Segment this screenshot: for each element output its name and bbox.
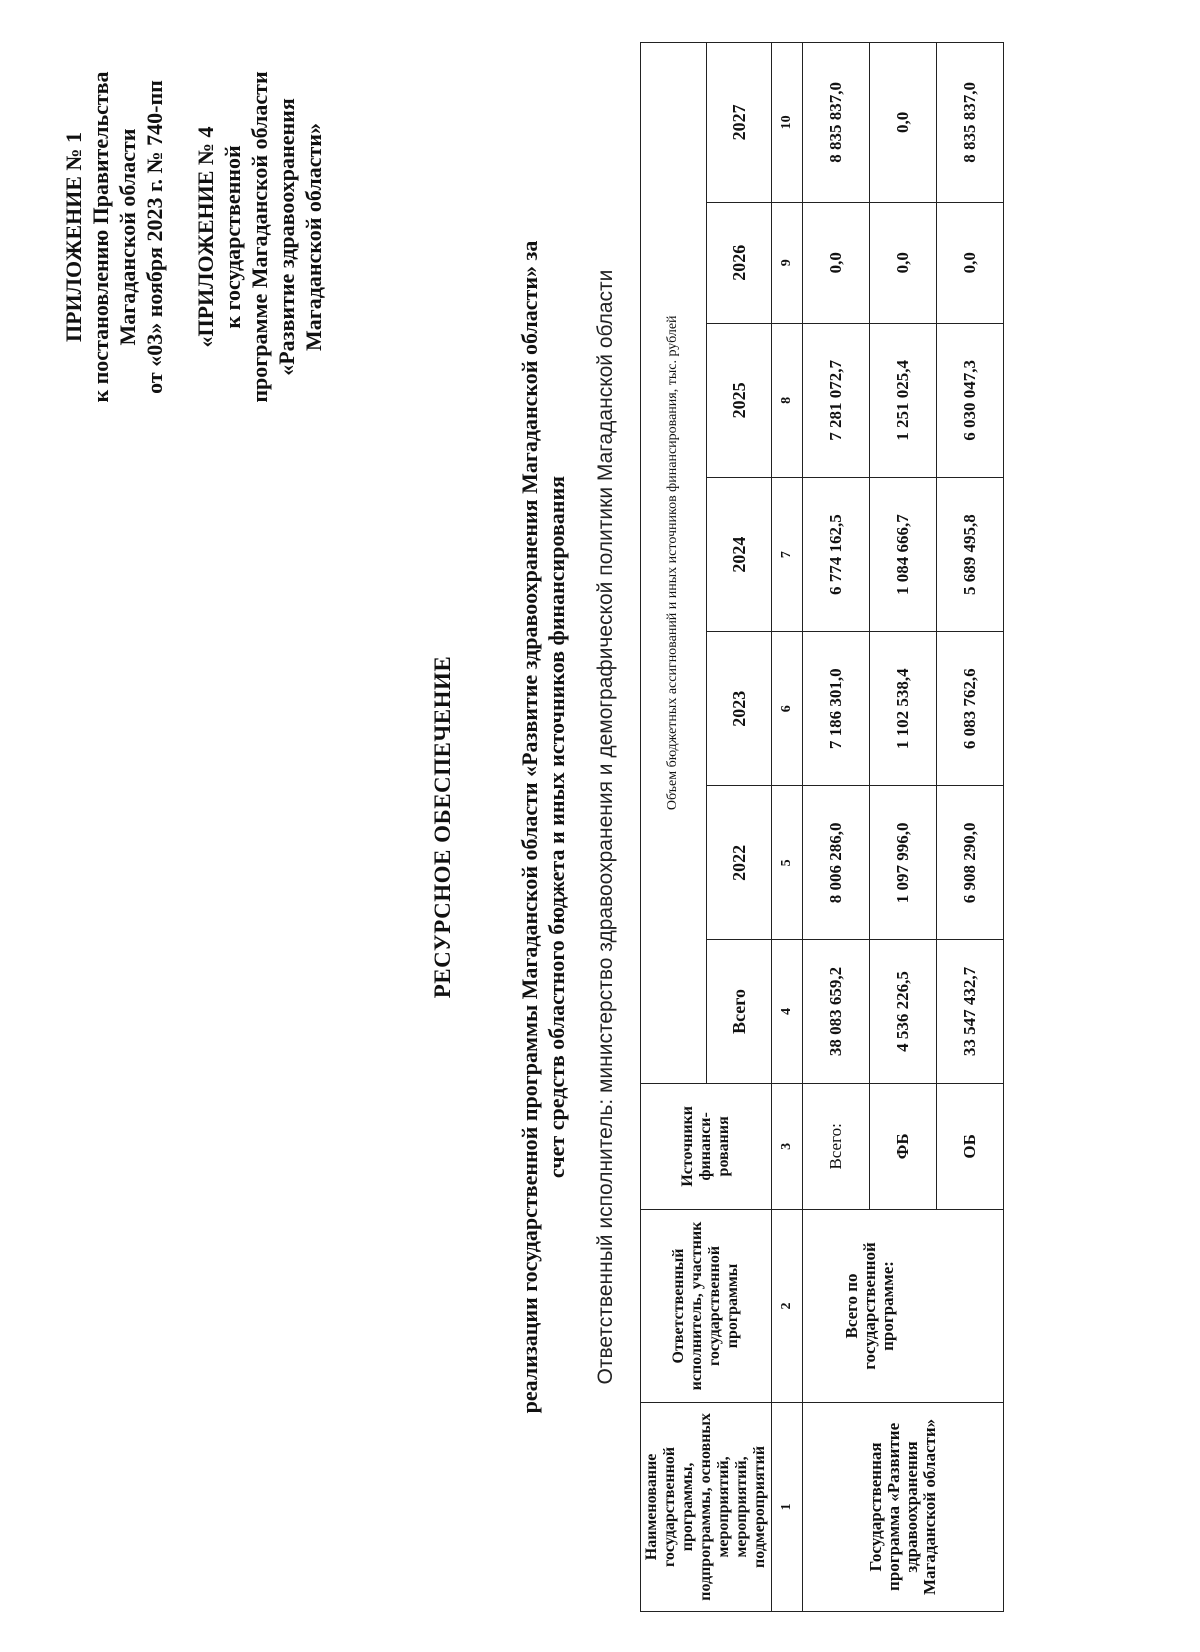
- appendix-block: [60, 22, 327, 452]
- source-cell: Всего:: [803, 1083, 870, 1210]
- header-sources: Источники финанси-рования: [641, 1083, 772, 1210]
- value-cell: 6 030 047,3: [937, 323, 1004, 477]
- value-cell: 8 006 286,0: [803, 786, 870, 940]
- responsible-executor: Ответственный исполнитель: министерство здравоохранения и демографической политики Магаданской области: [594, 269, 617, 1385]
- column-number: 3: [772, 1083, 803, 1210]
- appendix-title-2: «ПРИЛОЖЕНИЕ № 4: [193, 126, 218, 348]
- column-number: 10: [772, 43, 803, 203]
- header-executor: Ответственный исполнитель, участник государственной программы: [641, 1210, 772, 1403]
- value-cell: 38 083 659,2: [803, 940, 870, 1083]
- executor-cell-empty: [937, 1210, 1004, 1403]
- value-cell: 1 097 996,0: [870, 786, 937, 940]
- column-number: 8: [772, 323, 803, 477]
- header-year: 2024: [706, 477, 772, 631]
- appendix-line: к постановлению Правительства: [88, 71, 113, 403]
- header-year: 2026: [706, 202, 772, 323]
- header-year: 2025: [706, 323, 772, 477]
- value-cell: 0,0: [870, 202, 937, 323]
- value-cell: 8 835 837,0: [803, 43, 870, 203]
- column-number: 6: [772, 632, 803, 786]
- table-row: [803, 43, 870, 1612]
- executor-cell: Всего по государственной программе:: [803, 1210, 937, 1403]
- value-cell: 33 547 432,7: [937, 940, 1004, 1083]
- column-number: 7: [772, 477, 803, 631]
- document-subtitle-2: счет средств областного бюджета и иных источников финансирования: [544, 475, 569, 1179]
- value-cell: 0,0: [937, 202, 1004, 323]
- value-cell: 8 835 837,0: [937, 43, 1004, 203]
- program-name-cell: Государственная программа «Развитие здравоохранения Магаданской области»: [803, 1402, 1004, 1611]
- source-cell: ФБ: [870, 1083, 937, 1210]
- table-row: [937, 43, 1004, 1612]
- value-cell: 5 689 495,8: [937, 477, 1004, 631]
- value-cell: 1 251 025,4: [870, 323, 937, 477]
- document-title: РЕСУРСНОЕ ОБЕСПЕЧЕНИЕ: [430, 655, 455, 999]
- value-cell: 7 281 072,7: [803, 323, 870, 477]
- header-year: 2027: [706, 43, 772, 203]
- header-total: Всего: [706, 940, 772, 1083]
- appendix-title: ПРИЛОЖЕНИЕ № 1: [61, 131, 86, 343]
- column-number: 4: [772, 940, 803, 1083]
- header-year: 2022: [706, 786, 772, 940]
- value-cell: 4 536 226,5: [870, 940, 937, 1083]
- header-volume: Объем бюджетных ассигнований и иных источников финансирования, тыс. рублей: [641, 43, 707, 1084]
- appendix-line: программе Магаданской области: [247, 71, 272, 403]
- value-cell: 7 186 301,0: [803, 632, 870, 786]
- column-number: 1: [772, 1402, 803, 1611]
- header-year: 2023: [706, 632, 772, 786]
- value-cell: 0,0: [870, 43, 937, 203]
- header-program-name: Наименование государственной программы, подпрограммы, основных мероприятий, мероприятий, подмероприятий: [641, 1402, 772, 1611]
- appendix-line: «Развитие здравоохранения: [274, 98, 299, 376]
- document-subtitle-1: реализации государственной программы Магаданской области «Развитие здравоохранения Магаданской области» за: [517, 240, 542, 1414]
- value-cell: 0,0: [803, 202, 870, 323]
- appendix-line: от «03» ноября 2023 г. № 740-пп: [142, 80, 167, 394]
- value-cell: 1 084 666,7: [870, 477, 937, 631]
- value-cell: 6 774 162,5: [803, 477, 870, 631]
- appendix-line: к государственной: [220, 145, 245, 329]
- financing-table: [640, 42, 1004, 1612]
- column-number: 5: [772, 786, 803, 940]
- appendix-line: Магаданской области: [115, 128, 140, 346]
- source-cell: ОБ: [937, 1083, 1004, 1210]
- value-cell: 1 102 538,4: [870, 632, 937, 786]
- document-heading: [430, 42, 618, 1612]
- appendix-line: Магаданской области»: [301, 123, 326, 351]
- value-cell: 6 908 290,0: [937, 786, 1004, 940]
- column-number: 9: [772, 202, 803, 323]
- column-number: 2: [772, 1210, 803, 1403]
- value-cell: 6 083 762,6: [937, 632, 1004, 786]
